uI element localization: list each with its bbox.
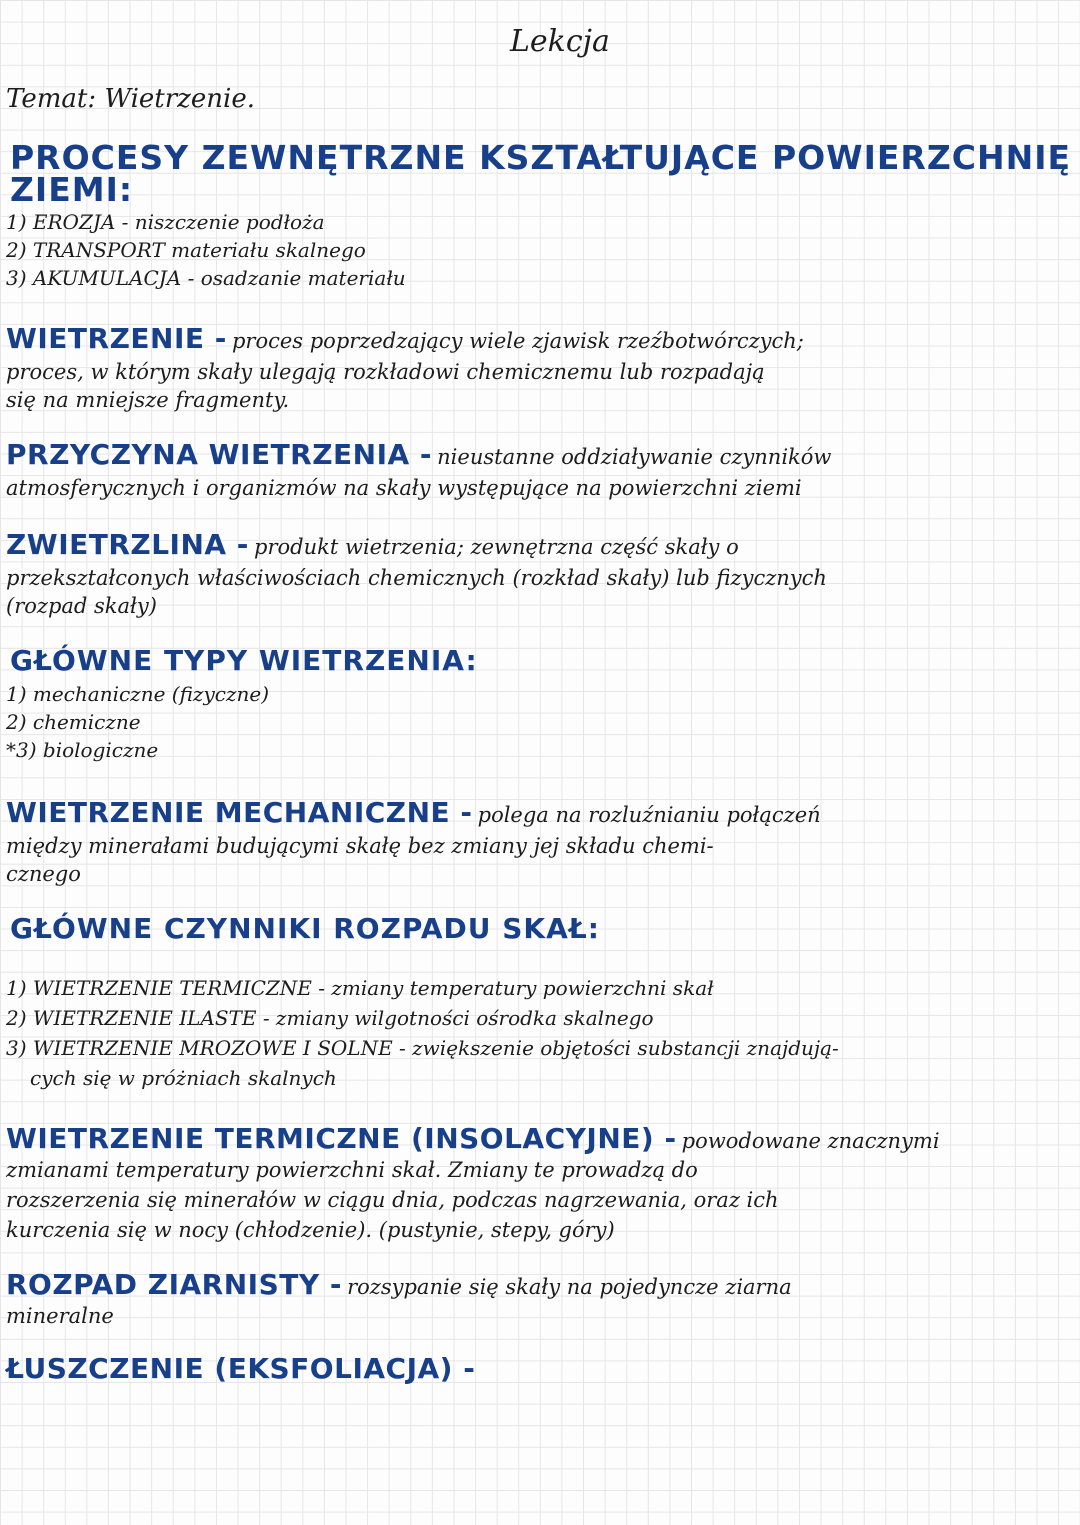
term: ROZPAD ZIARNISTY - (6, 1268, 342, 1301)
definition-zwietrzlina (6, 528, 739, 561)
definition-text: przekształconych właściwościach chemicznych (rozkład skały) lub fizycznych (6, 566, 827, 590)
list-item: 2) WIETRZENIE ILASTE - zmiany wilgotności ośrodka skalnego (6, 1006, 654, 1030)
definition-text: proces poprzedzający wiele zjawisk rzeźbotwórczych; (231, 329, 804, 353)
lesson-label: Lekcja (510, 24, 610, 59)
list-item: 1) WIETRZENIE TERMICZNE - zmiany temperatury powierzchni skał (6, 976, 714, 1000)
heading-processes-cont: ZIEMI: (10, 170, 134, 209)
list-item: 1) mechaniczne (fizyczne) (6, 682, 270, 706)
definition-text: między minerałami budującymi skałę bez zmiany jej składu chemi- (6, 834, 714, 858)
definition-text: się na mniejsze fragmenty. (6, 388, 290, 412)
heading-factors: GŁÓWNE CZYNNIKI ROZPADU SKAŁ: (10, 912, 600, 945)
term: PRZYCZYNA WIETRZENIA - (6, 438, 433, 471)
list-item: cych się w próżniach skalnych (30, 1066, 337, 1090)
definition-wietrzenie (6, 322, 804, 355)
term: ZWIETRZLINA - (6, 528, 249, 561)
topic-title: Temat: Wietrzenie. (6, 84, 255, 114)
term: WIETRZENIE TERMICZNE (INSOLACYJNE) - (6, 1122, 677, 1155)
definition-text: nieustanne oddziaływanie czynników (437, 445, 832, 469)
definition-text: atmosferycznych i organizmów na skały występujące na powierzchni ziemi (6, 476, 802, 500)
heading-processes: PROCESY ZEWNĘTRZNE KSZTAŁTUJĄCE POWIERZCHNIĘ (10, 138, 1072, 177)
definition-text: kurczenia się w nocy (chłodzenie). (pustynie, stepy, góry) (6, 1218, 615, 1242)
definition-przyczyna (6, 438, 831, 471)
definition-luszczenie: ŁUSZCZENIE (EKSFOLIACJA) - (6, 1352, 476, 1385)
list-item: *3) biologiczne (6, 738, 159, 762)
list-item: 1) EROZJA - niszczenie podłoża (6, 210, 325, 234)
list-item: 2) chemiczne (6, 710, 141, 734)
term: WIETRZENIE MECHANICZNE - (6, 796, 473, 829)
definition-text: zmianami temperatury powierzchni skał. Zmiany te prowadzą do (6, 1158, 698, 1182)
heading-types: GŁÓWNE TYPY WIETRZENIA: (10, 644, 478, 677)
definition-text: cznego (6, 862, 81, 886)
definition-text: polega na rozluźnianiu połączeń (477, 803, 821, 827)
definition-text: (rozpad skały) (6, 594, 157, 618)
list-item: 2) TRANSPORT materiału skalnego (6, 238, 366, 262)
definition-text: mineralne (6, 1304, 114, 1328)
term: WIETRZENIE - (6, 322, 227, 355)
definition-rozpad (6, 1268, 792, 1301)
definition-text: rozsypanie się skały na pojedyncze ziarna (347, 1275, 792, 1299)
definition-text: powodowane znacznymi (681, 1129, 940, 1153)
definition-termiczne (6, 1122, 940, 1155)
list-item: 3) WIETRZENIE MROZOWE I SOLNE - zwiększenie objętości substancji znajdują- (6, 1036, 839, 1060)
definition-mechaniczne (6, 796, 821, 829)
list-item: 3) AKUMULACJA - osadzanie materiału (6, 266, 406, 290)
definition-text: proces, w którym skały ulegają rozkładowi chemicznemu lub rozpadają (6, 360, 765, 384)
definition-text: rozszerzenia się minerałów w ciągu dnia, podczas nagrzewania, oraz ich (6, 1188, 779, 1212)
definition-text: produkt wietrzenia; zewnętrzna część skały o (254, 535, 739, 559)
